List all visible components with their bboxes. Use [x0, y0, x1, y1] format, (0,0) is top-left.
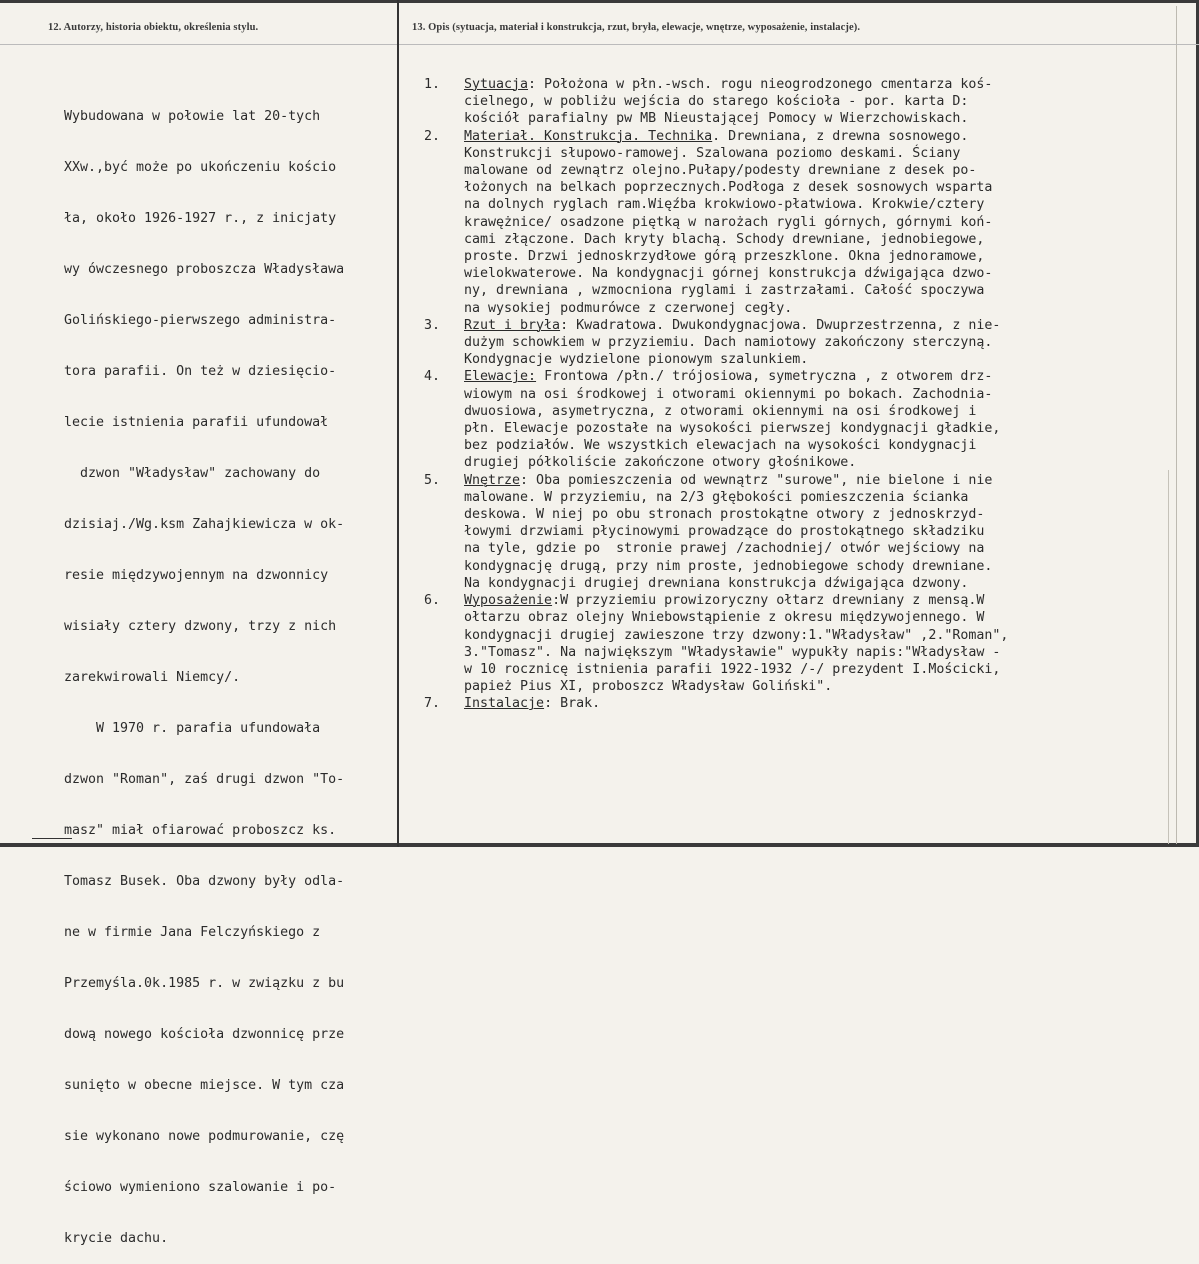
history-line: dzisiaj./Wg.ksm Zahajkiewicza w ok- — [64, 517, 345, 532]
description-item — [424, 592, 1164, 695]
item-line: dwuosiowa, asymetryczna, z otworami okiennymi na osi środkowej i — [464, 403, 977, 419]
item-first-line-text: . Drewniana, z drewna sosnowego. — [712, 128, 969, 144]
item-line: na wysokiej podmurówce z czerwonej cegły. — [464, 300, 793, 316]
column-divider — [397, 0, 399, 847]
item-heading: Sytuacja — [464, 77, 529, 92]
frame-top-border — [0, 0, 1199, 3]
history-line: ściowo wymieniono szalowanie i po- — [64, 1180, 337, 1195]
item-line: dużym schowkiem w przyziemiu. Dach namiotowy zakończony sterczyną. — [464, 335, 993, 351]
item-number: 6. — [424, 593, 441, 609]
history-text — [64, 74, 396, 1264]
item-line: bez podziałów. We wszystkich elewacjach na wysokości kondygnacji — [464, 438, 977, 454]
history-line: dową nowego kościoła dzwonnicę prze — [64, 1027, 345, 1042]
item-line: malowane. W przyziemiu, na 2/3 głębokości pomieszczenia ścianka — [464, 489, 969, 505]
history-line: wy ówczesnego proboszcza Władysława — [64, 262, 345, 277]
history-line: Tomasz Busek. Oba dzwony były odla- — [64, 874, 345, 889]
item-line: łożonych na belkach poprzecznych.Podłoga z desek sosnowych wsparta — [464, 180, 993, 196]
history-line: Przemyśla.0k.1985 r. w związku z bu — [64, 976, 345, 991]
item-line: Konstrukcji słupowo-ramowej. Szalowana poziomo deskami. Ściany — [464, 145, 961, 161]
header-description: 13. Opis (sytuacja, materiał i konstrukcja, rzut, bryła, elewacje, wnętrze, wyposażenie, instalacje). — [412, 22, 861, 33]
history-line: sie wykonano nowe podmurowanie, czę — [64, 1129, 345, 1144]
description-item — [424, 695, 1164, 712]
header-rule — [0, 44, 1199, 45]
history-line: masz" miał ofiarować proboszcz ks. — [64, 823, 337, 838]
item-first-line-text: : Kwadratowa. Dwukondygnacjowa. Dwuprzestrzenna, z nie- — [560, 317, 1001, 333]
item-line: deskowa. W niej po obu stronach prostokątne otwory z jednoskrzyd- — [464, 507, 985, 523]
item-number: 4. — [424, 369, 441, 385]
history-line: krycie dachu. — [64, 1231, 169, 1246]
item-line: na tyle, gdzie po stronie prawej /zachodniej/ otwór wejściowy na — [464, 541, 985, 557]
paper-edge-line-lower — [1168, 470, 1169, 844]
item-heading: Wyposażenie — [464, 593, 553, 609]
item-line: 3."Tomasz". Na największym "Władysławie" wypukły napis:"Władysław - — [464, 644, 1001, 660]
item-number: 5. — [424, 472, 441, 488]
item-heading: Materiał. Konstrukcja. Technika — [464, 128, 713, 144]
history-line: resie międzywojennym na dzwonnicy — [64, 568, 329, 583]
description-item — [424, 128, 1164, 317]
item-line: cami złączone. Dach kryty blachą. Schody drewniane, jednobiegowe, — [464, 231, 985, 247]
history-line: Wybudowana w połowie lat 20-tych — [64, 109, 321, 124]
item-line — [424, 128, 1164, 145]
history-line: XXw.,być może po ukończeniu kościo — [64, 160, 337, 175]
item-line: proste. Drzwi jednoskrzydłowe górą przeszklone. Okna jednoramowe, — [464, 249, 985, 265]
history-line: ła, około 1926-1927 r., z inicjaty — [64, 211, 337, 226]
item-line: kondygnację drugą, przy nim proste, jednobiegowe schody drewniane. — [464, 558, 993, 574]
item-line: papież Pius XI, proboszcz Władysław Goliński". — [464, 679, 833, 695]
item-line — [424, 472, 1164, 489]
item-first-line-text: : Brak. — [544, 696, 601, 712]
history-line: wisiały cztery dzwony, trzy z nich — [64, 619, 337, 634]
history-line: zarekwirowali Niemcy/. — [64, 670, 241, 685]
item-first-line-text: : Położona w płn.-wsch. rogu nieogrodzonego cmentarza koś- — [528, 77, 993, 92]
history-line: ne w firmie Jana Felczyńskiego z — [64, 925, 321, 940]
history-line: tora parafii. On też w dziesięcio- — [64, 364, 337, 379]
item-line — [424, 592, 1164, 609]
header-history: 12. Autorzy, historia obiektu, określenia stylu. — [48, 22, 259, 33]
paper-edge-line — [1176, 6, 1177, 844]
item-line: wiowym na osi środkowej i otworami okiennymi po bokach. Zachodnia- — [464, 386, 993, 402]
item-line: na dolnych ryglach ram.Więźba krokwiowo-płatwiowa. Krokwie/cztery — [464, 197, 985, 213]
item-line: cielnego, w pobliżu wejścia do starego kościoła - por. karta D: — [464, 94, 969, 110]
item-line: Na kondygnacji drugiej drewniana konstrukcja dźwigająca dzwony. — [464, 575, 969, 591]
item-line — [424, 695, 1164, 712]
item-number: 7. — [424, 696, 441, 712]
item-heading: Instalacje — [464, 696, 545, 712]
history-line: lecie istnienia parafii ufundował — [64, 415, 329, 430]
description-item — [424, 368, 1164, 471]
history-line: W 1970 r. parafia ufundowała — [64, 721, 321, 736]
item-line — [424, 317, 1164, 334]
item-line: łowymi drzwiami płycinowymi prowadzące do prostokątnego składziku — [464, 524, 985, 540]
item-line — [424, 368, 1164, 385]
history-line: Golińskiego-pierwszego administra- — [64, 313, 337, 328]
item-line: kościół parafialny pw MB Nieustającej Pomocy w Wierzchowiskach. — [464, 111, 969, 127]
item-first-line-text: :W przyziemiu prowizoryczny ołtarz drewniany z mensą.W — [552, 593, 985, 609]
item-line — [424, 76, 1164, 93]
description-item — [424, 76, 1164, 128]
description-item — [424, 472, 1164, 592]
item-first-line-text: Frontowa /płn./ trójosiowa, symetryczna , z otworem drz- — [536, 369, 993, 385]
history-line: sunięto w obecne miejsce. W tym cza — [64, 1078, 345, 1093]
item-line: drugiej półkoliście zakończone otwory głośnikowe. — [464, 455, 857, 471]
item-number: 2. — [424, 128, 441, 144]
item-heading: Elewacje: — [464, 369, 537, 385]
item-line: krawężnice/ osadzone piętką w narożach rygli górnych, górnymi koń- — [464, 214, 993, 230]
item-number: 1. — [424, 77, 441, 92]
item-line: płn. Elewacje pozostałe na wysokości pierwszej kondygnacji gładkie, — [464, 421, 1001, 437]
item-line: malowane od zewnątrz olejno.Pułapy/podesty drewniane z desek po- — [464, 163, 977, 179]
item-line: w 10 rocznicę istnienia parafii 1922-1932 /-/ prezydent I.Mościcki, — [464, 661, 1001, 677]
item-line: kondygnacji drugiej zawieszone trzy dzwony:1."Władysław" ,2."Roman", — [464, 627, 1009, 643]
item-line: ołtarzu obraz olejny Wniebowstąpienie z okresu międzywojennego. W — [464, 610, 985, 626]
item-first-line-text: : Oba pomieszczenia od wewnątrz "surowe", nie bielone i nie — [520, 472, 993, 488]
item-heading: Wnętrze — [464, 472, 521, 488]
item-line: ny, drewniana , wzmocniona ryglami i zastrzałami. Całość spoczywa — [464, 283, 985, 299]
description-item — [424, 317, 1164, 369]
history-line: dzwon "Władysław" zachowany do — [64, 466, 321, 481]
description-text — [424, 76, 1164, 713]
item-line: wielokwaterowe. Na kondygnacji górnej konstrukcja dźwigająca dzwo- — [464, 266, 993, 282]
item-number: 3. — [424, 317, 441, 333]
history-line: dzwon "Roman", zaś drugi dzwon "To- — [64, 772, 345, 787]
item-heading: Rzut i bryła — [464, 317, 561, 333]
item-line: Kondygnacje wydzielone pionowym szalunkiem. — [464, 352, 809, 368]
